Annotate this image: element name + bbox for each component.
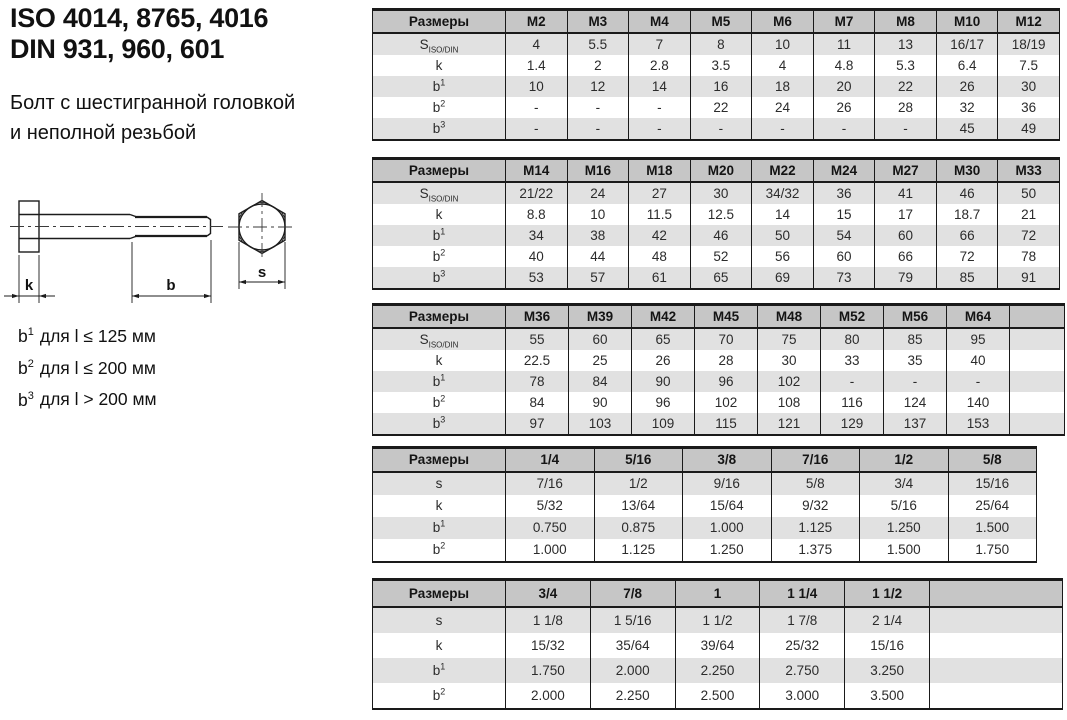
col-header: M6	[752, 10, 814, 34]
s-arrow-right	[278, 280, 285, 284]
table-cell: 60	[813, 246, 875, 267]
table-cell: 6.4	[936, 55, 998, 76]
table-cell: 1.750	[948, 539, 1037, 562]
table-cell: 4	[506, 33, 568, 55]
table-cell: 1.250	[860, 517, 949, 539]
table-cell: 84	[569, 371, 632, 392]
row-label: k	[373, 204, 506, 225]
b-arrow-right	[204, 294, 211, 298]
row-label: s	[373, 472, 506, 495]
table-imperial-3-4-to-1-1-2	[372, 578, 1063, 710]
table-cell	[930, 633, 1063, 658]
table-cell: 2.000	[590, 658, 675, 683]
col-header: M18	[629, 159, 691, 183]
col-header: M12	[998, 10, 1060, 34]
table-cell: 66	[936, 225, 998, 246]
table-cell: 21	[998, 204, 1060, 225]
table-cell: 35/64	[590, 633, 675, 658]
table-cell: 2.250	[675, 658, 760, 683]
k-arrow-left	[12, 294, 19, 298]
table-cell: 18/19	[998, 33, 1060, 55]
table-cell: 22	[690, 97, 752, 118]
table-cell: -	[884, 371, 947, 392]
table-cell: 85	[884, 328, 947, 350]
table-cell: -	[506, 118, 568, 140]
col-header: 1	[675, 580, 760, 608]
table-cell: 95	[947, 328, 1010, 350]
table-cell: 108	[758, 392, 821, 413]
table-cell: 2	[567, 55, 629, 76]
row-label: k	[373, 350, 506, 371]
dim-label-k: k	[24, 277, 34, 294]
table-cell: 1 1/2	[675, 607, 760, 633]
table-metric-m36-m64	[372, 303, 1065, 436]
table-cell: -	[629, 118, 691, 140]
table-cell: 14	[629, 76, 691, 97]
col-header: 7/16	[771, 448, 860, 473]
table-cell: 61	[629, 267, 691, 289]
table-cell: 91	[998, 267, 1060, 289]
description-line-2: и неполной резьбой	[10, 122, 197, 144]
table-cell: 1.750	[506, 658, 591, 683]
table-cell: 10	[506, 76, 568, 97]
col-header: 3/4	[506, 580, 591, 608]
table-cell: 109	[632, 413, 695, 435]
table-cell: 3.5	[690, 55, 752, 76]
note-b1: $b^1$ для l ≤ 125 мм	[18, 325, 156, 346]
tables-pane	[372, 0, 1067, 720]
table-cell: 1 5/16	[590, 607, 675, 633]
table-cell: 1 1/8	[506, 607, 591, 633]
col-header	[930, 580, 1063, 608]
table-cell: 15	[813, 204, 875, 225]
table-cell: 39/64	[675, 633, 760, 658]
table-cell: 34/32	[752, 182, 814, 204]
table-cell: 137	[884, 413, 947, 435]
col-header: 1/4	[506, 448, 595, 473]
table-cell: 73	[813, 267, 875, 289]
col-header: M16	[567, 159, 629, 183]
table-cell: 72	[998, 225, 1060, 246]
table-cell: 24	[752, 97, 814, 118]
table-cell: 14	[752, 204, 814, 225]
table-cell: 38	[567, 225, 629, 246]
table-cell: -	[752, 118, 814, 140]
table-cell: 79	[875, 267, 937, 289]
table-cell: 9/32	[771, 495, 860, 517]
table-cell: 1.000	[506, 539, 595, 562]
table-metric-m14-m33	[372, 157, 1060, 290]
table-cell: 20	[813, 76, 875, 97]
table-cell: 65	[632, 328, 695, 350]
row-label: $b^3$	[373, 118, 506, 140]
table-cell: 33	[821, 350, 884, 371]
table-cell: -	[690, 118, 752, 140]
table-cell: 60	[875, 225, 937, 246]
col-header: M30	[936, 159, 998, 183]
table-cell: 22.5	[506, 350, 569, 371]
row-label-header: Размеры	[373, 10, 506, 34]
table-cell: 50	[998, 182, 1060, 204]
table-cell: 18.7	[936, 204, 998, 225]
row-label: $b^1$	[373, 76, 506, 97]
table-cell: 69	[752, 267, 814, 289]
row-label: $b^1$	[373, 658, 506, 683]
table-cell: 42	[629, 225, 691, 246]
table-cell: 26	[936, 76, 998, 97]
table-cell: -	[506, 97, 568, 118]
table-cell	[930, 658, 1063, 683]
col-header	[1010, 305, 1065, 329]
product-description	[10, 88, 295, 148]
table-cell	[1010, 350, 1065, 371]
table-cell: 2.500	[675, 683, 760, 709]
col-header: 1 1/4	[760, 580, 845, 608]
table-cell: 26	[632, 350, 695, 371]
table-cell: 12	[567, 76, 629, 97]
table-cell: 3.000	[760, 683, 845, 709]
table-cell: 45	[936, 118, 998, 140]
table-cell: 16	[690, 76, 752, 97]
table-cell: -	[875, 118, 937, 140]
row-label: $b^1$	[373, 371, 506, 392]
table-cell: 153	[947, 413, 1010, 435]
col-header: M27	[875, 159, 937, 183]
table-cell: 16/17	[936, 33, 998, 55]
table-cell: 46	[936, 182, 998, 204]
col-header: M45	[695, 305, 758, 329]
table-cell: 2.000	[506, 683, 591, 709]
table-cell: 97	[506, 413, 569, 435]
row-label-header: Размеры	[373, 305, 506, 329]
table-cell: 1.125	[771, 517, 860, 539]
col-header: 1 1/2	[845, 580, 930, 608]
table-cell: 0.750	[506, 517, 595, 539]
table-cell: 5/8	[771, 472, 860, 495]
note-b3: $b^3$ для l > 200 мм	[18, 389, 157, 410]
table-cell: -	[813, 118, 875, 140]
table-cell: 4	[752, 55, 814, 76]
row-label: $b^2$	[373, 539, 506, 562]
col-header: 1/2	[860, 448, 949, 473]
row-label: s	[373, 607, 506, 633]
table-cell: 116	[821, 392, 884, 413]
table-cell: -	[567, 118, 629, 140]
col-header: M20	[690, 159, 752, 183]
table-cell: 2.8	[629, 55, 691, 76]
row-label: k	[373, 55, 506, 76]
table-cell: 5.3	[875, 55, 937, 76]
table-cell: 30	[998, 76, 1060, 97]
table-metric-m2-m12	[372, 8, 1060, 141]
table-cell	[930, 683, 1063, 709]
table-cell: 103	[569, 413, 632, 435]
row-label: $b^2$	[373, 246, 506, 267]
table-cell: 25	[569, 350, 632, 371]
table-cell: 1 7/8	[760, 607, 845, 633]
table-cell: 0.875	[594, 517, 683, 539]
table-cell: 4.8	[813, 55, 875, 76]
col-header: M52	[821, 305, 884, 329]
table-cell: 8	[690, 33, 752, 55]
row-label: $b^2$	[373, 392, 506, 413]
table-cell: 3/4	[860, 472, 949, 495]
table-cell: 46	[690, 225, 752, 246]
col-header: M7	[813, 10, 875, 34]
table-cell: 2.250	[590, 683, 675, 709]
table-imperial-1-4-to-5-8	[372, 446, 1037, 563]
col-header: M10	[936, 10, 998, 34]
table-cell: 40	[947, 350, 1010, 371]
table-cell: 1.500	[860, 539, 949, 562]
bolt-technical-drawing	[0, 185, 340, 310]
col-header: M39	[569, 305, 632, 329]
table-cell: 22	[875, 76, 937, 97]
table-cell: -	[821, 371, 884, 392]
row-label: k	[373, 495, 506, 517]
description-line-1: Болт с шестигранной головкой	[10, 92, 296, 114]
table-cell: 66	[875, 246, 937, 267]
table-cell: 15/16	[948, 472, 1037, 495]
table-cell: 26	[813, 97, 875, 118]
table-cell: 7/16	[506, 472, 595, 495]
row-label: $S_{ISO/DIN}$	[373, 33, 506, 55]
table-cell: 36	[813, 182, 875, 204]
table-cell: 12.5	[690, 204, 752, 225]
table-cell: 11	[813, 33, 875, 55]
table-cell: 34	[506, 225, 568, 246]
table-cell: 72	[936, 246, 998, 267]
table-cell: 2.750	[760, 658, 845, 683]
col-header: 5/16	[594, 448, 683, 473]
table-cell: -	[629, 97, 691, 118]
table-cell: 44	[567, 246, 629, 267]
table-cell: 96	[632, 392, 695, 413]
table-cell: 52	[690, 246, 752, 267]
table-cell: 27	[629, 182, 691, 204]
row-label-header: Размеры	[373, 159, 506, 183]
table-cell: 7	[629, 33, 691, 55]
table-cell: 65	[690, 267, 752, 289]
col-header: M14	[506, 159, 568, 183]
row-label-header: Размеры	[373, 580, 506, 608]
table-cell: 24	[567, 182, 629, 204]
row-label: $b^3$	[373, 413, 506, 435]
table-cell: 1.125	[594, 539, 683, 562]
table-cell: 124	[884, 392, 947, 413]
col-header: M24	[813, 159, 875, 183]
table-cell: 1.250	[683, 539, 772, 562]
row-label: $b^1$	[373, 517, 506, 539]
table-cell: 56	[752, 246, 814, 267]
k-arrow-right	[39, 294, 46, 298]
table-cell: 2 1/4	[845, 607, 930, 633]
col-header: M8	[875, 10, 937, 34]
col-header: M33	[998, 159, 1060, 183]
table-cell: 15/16	[845, 633, 930, 658]
col-header: 3/8	[683, 448, 772, 473]
table-cell: 102	[695, 392, 758, 413]
footnotes	[18, 318, 157, 413]
table-cell: 70	[695, 328, 758, 350]
table-cell: 7.5	[998, 55, 1060, 76]
hex-centerlines	[228, 193, 296, 261]
table-cell: 3.250	[845, 658, 930, 683]
table-cell: 8.8	[506, 204, 568, 225]
col-header: M4	[629, 10, 691, 34]
table-cell: 49	[998, 118, 1060, 140]
table-cell: 53	[506, 267, 568, 289]
note-b2: $b^2$ для l ≤ 200 мм	[18, 357, 156, 378]
row-label: $b^2$	[373, 97, 506, 118]
table-cell: 13	[875, 33, 937, 55]
table-cell: 5/32	[506, 495, 595, 517]
table-cell: 11.5	[629, 204, 691, 225]
table-cell: 78	[998, 246, 1060, 267]
table-cell: 78	[506, 371, 569, 392]
table-cell: 15/32	[506, 633, 591, 658]
table-cell	[1010, 371, 1065, 392]
table-cell: 54	[813, 225, 875, 246]
table-cell: 50	[752, 225, 814, 246]
table-cell: 90	[632, 371, 695, 392]
col-header: M64	[947, 305, 1010, 329]
col-header: 5/8	[948, 448, 1037, 473]
table-cell: 10	[567, 204, 629, 225]
row-label: $S_{ISO/DIN}$	[373, 182, 506, 204]
din-standards-line: DIN 931, 960, 601	[10, 34, 225, 64]
table-cell: -	[567, 97, 629, 118]
table-cell: 1.4	[506, 55, 568, 76]
row-label: $S_{ISO/DIN}$	[373, 328, 506, 350]
table-cell: 18	[752, 76, 814, 97]
table-cell: 85	[936, 267, 998, 289]
table-cell: 1.500	[948, 517, 1037, 539]
table-cell: 41	[875, 182, 937, 204]
table-cell: 140	[947, 392, 1010, 413]
col-header: M2	[506, 10, 568, 34]
table-cell: 21/22	[506, 182, 568, 204]
table-cell: 102	[758, 371, 821, 392]
row-label: $b^2$	[373, 683, 506, 709]
table-cell: 80	[821, 328, 884, 350]
col-header: 7/8	[590, 580, 675, 608]
table-cell: 84	[506, 392, 569, 413]
s-arrow-left	[239, 280, 246, 284]
table-cell: 96	[695, 371, 758, 392]
table-cell: 55	[506, 328, 569, 350]
col-header: M36	[506, 305, 569, 329]
table-cell: 30	[690, 182, 752, 204]
table-cell	[1010, 413, 1065, 435]
table-cell	[930, 607, 1063, 633]
col-header: M3	[567, 10, 629, 34]
col-header: M5	[690, 10, 752, 34]
table-cell: 17	[875, 204, 937, 225]
col-header: M56	[884, 305, 947, 329]
left-pane	[0, 0, 372, 720]
table-cell: 9/16	[683, 472, 772, 495]
standards-title	[10, 3, 268, 65]
table-cell: 32	[936, 97, 998, 118]
row-label-header: Размеры	[373, 448, 506, 473]
table-cell: 10	[752, 33, 814, 55]
table-cell	[1010, 392, 1065, 413]
table-cell: 28	[875, 97, 937, 118]
table-cell: 90	[569, 392, 632, 413]
table-cell: 75	[758, 328, 821, 350]
table-cell: 129	[821, 413, 884, 435]
table-cell: 57	[567, 267, 629, 289]
table-cell: 3.500	[845, 683, 930, 709]
table-cell: 48	[629, 246, 691, 267]
table-cell: 28	[695, 350, 758, 371]
table-cell: 60	[569, 328, 632, 350]
table-cell: 30	[758, 350, 821, 371]
table-cell: 35	[884, 350, 947, 371]
table-cell: 25/32	[760, 633, 845, 658]
col-header: M42	[632, 305, 695, 329]
table-cell: 25/64	[948, 495, 1037, 517]
table-cell: -	[947, 371, 1010, 392]
table-cell: 36	[998, 97, 1060, 118]
row-label: $b^1$	[373, 225, 506, 246]
table-cell: 40	[506, 246, 568, 267]
table-cell: 115	[695, 413, 758, 435]
dim-label-b: b	[166, 277, 176, 294]
table-cell: 1/2	[594, 472, 683, 495]
table-cell: 1.000	[683, 517, 772, 539]
col-header: M22	[752, 159, 814, 183]
iso-standards-line: ISO 4014, 8765, 4016	[10, 3, 269, 33]
b-arrow-left	[132, 294, 139, 298]
table-cell	[1010, 328, 1065, 350]
table-cell: 1.375	[771, 539, 860, 562]
dim-label-s: s	[257, 264, 267, 281]
table-cell: 5.5	[567, 33, 629, 55]
table-cell: 15/64	[683, 495, 772, 517]
table-cell: 13/64	[594, 495, 683, 517]
table-cell: 5/16	[860, 495, 949, 517]
row-label: $b^3$	[373, 267, 506, 289]
bolt-end-chamfer	[207, 217, 211, 236]
row-label: k	[373, 633, 506, 658]
table-cell: 121	[758, 413, 821, 435]
col-header: M48	[758, 305, 821, 329]
